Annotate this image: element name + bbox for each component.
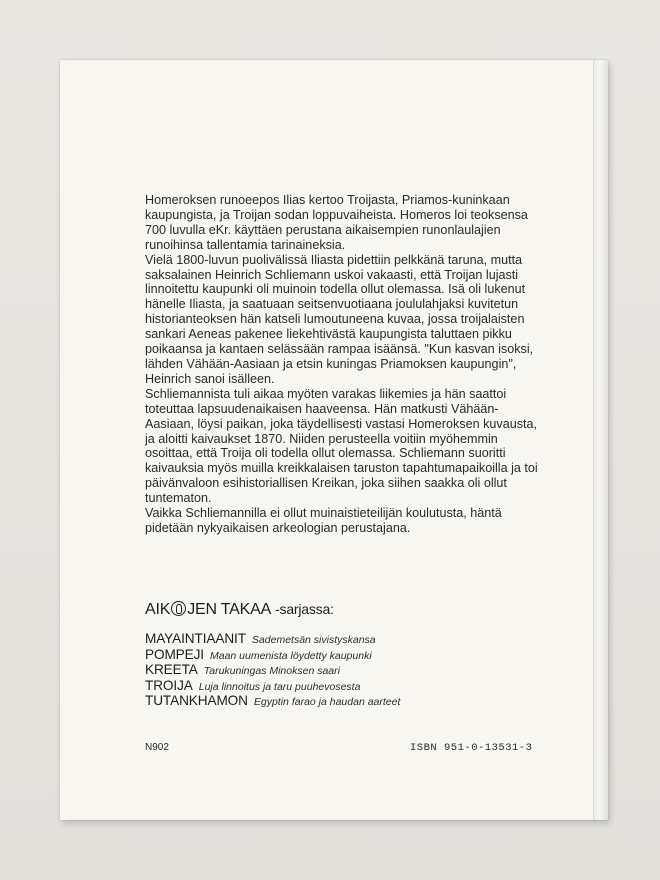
series-subtitle: Tarukuningas Minoksen saari: [203, 665, 340, 678]
blurb-paragraph: Homeroksen runoeepos Ilias kertoo Troijasta, Priamos-kuninkaan kaupungista, ja Troijan sodan loppuvaiheista. Homeros loi teoksensa 700 luvulla eKr. käyttäen perustana aikaisempien runonlaulajien runoihinsa tallentamia tarinaineksia.: [145, 193, 528, 252]
series-subtitle: Sademetsän sivistyskansa: [251, 634, 376, 646]
series-title: TROIJA: [145, 677, 193, 693]
series-title: KREETA: [145, 662, 198, 678]
blurb-text: [145, 193, 545, 536]
series-subtitle: Luja linnoitus ja taru puuhevosesta: [198, 680, 361, 693]
book-spine-edge: [593, 60, 608, 820]
product-code: N902: [145, 742, 169, 753]
series-subtitle: Maan uumenista löydetty kaupunki: [209, 649, 372, 662]
series-title: TUTANKHAMON: [145, 693, 248, 709]
series-heading: [145, 601, 334, 619]
list-item: [145, 692, 400, 708]
blurb-paragraph: Vielä 1800-luvun puolivälissä Iliasta pidettiin pelkkänä taruna, mutta saksalainen Heinrich Schliemann uskoi vakaasti, että Troijan lujasti linnoitettu kaupunki oli muinoin todella ollut olemassa. Isä oli lukenut hänelle Iliasta, ja saatuaan seitsenvuotiaana joululahjaksi kuvitetun historianteoksen hän katseli lumoutuneena kuvaa, jossa troijalaisten sankari Aeneas pakenee liekehtivästä kaupungista taluttaen pikku poikaansa ja kantaen selässään rampaa isäänsä. "Kun kasvan isoksi, lähden Vähään-Aasiaan ja etsin kuningas Priamoksen kaupungin", Heinrich sanoi isälleen.: [145, 252, 534, 386]
series-suffix: -sarjassa:: [275, 601, 334, 617]
list-item: [145, 646, 400, 662]
blurb-paragraph: Vaikka Schliemannilla ei ollut muinaistieteilijän koulutusta, häntä pidetään nykyaikaisen arkeologian perustajana.: [145, 506, 502, 535]
series-subtitle: Egyptin farao ja haudan aarteet: [253, 696, 401, 709]
ancient-medallion-icon: [171, 601, 186, 616]
series-list: [145, 630, 400, 708]
series-title: POMPEJI: [145, 646, 204, 662]
isbn-number: ISBN 951-0-13531-3: [410, 742, 533, 754]
series-brand-left: AIK: [145, 601, 171, 618]
series-brand-right: JEN TAKAA: [187, 601, 272, 618]
list-item: [145, 661, 400, 677]
book-back-cover: [60, 60, 608, 820]
list-item: [145, 677, 400, 693]
blurb-paragraph: Schliemannista tuli aikaa myöten varakas liikemies ja hän saattoi toteuttaa lapsuudenaikaisen haaveensa. Hän matkusti Vähään-Aasiaan, löysi paikan, joka täydellisesti vastasi Homeroksen kuvausta, ja aloitti kaivaukset 1870. Niiden perusteella voitiin myöhemmin osoittaa, että Troija oli todella ollut olemassa. Schliemann suoritti kaivauksia myös muilla kreikkalaisen taruston tapahtumapaikoilla ja toi päivänvaloon esihistoriallisen Kreikan, joka siihen saakka oli ollut tuntematon.: [145, 386, 538, 506]
list-item: [145, 630, 400, 646]
series-title: MAYAINTIAANIT: [145, 631, 246, 646]
